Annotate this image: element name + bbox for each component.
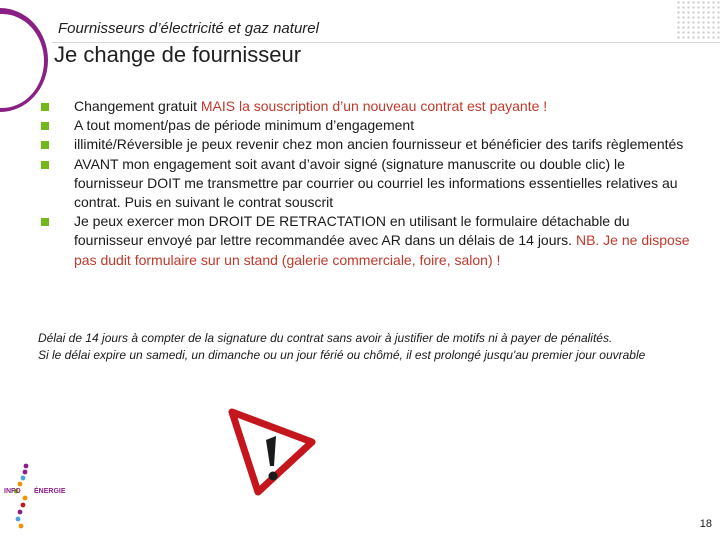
bullet-text: Changement gratuit	[74, 98, 201, 114]
legal-note-line: Délai de 14 jours à compter de la signature du contrat sans avoir à justifier de motifs ni à payer de pénalités.	[38, 331, 613, 345]
bullet-text: Je peux exercer mon DROIT DE RETRACTATION en utilisant le formulaire détachable du fournisseur envoyé par lettre recommandée avec AR dans un délais de 14 jours.	[74, 213, 630, 249]
bullet-text: A tout moment/pas de période minimum d’engagement	[74, 117, 415, 134]
square-bullet-icon	[41, 103, 49, 111]
bullet-highlight: MAIS la souscription d’un nouveau contrat est payante !	[200, 98, 548, 114]
legal-note	[38, 330, 694, 364]
bullet-text: illimité/Réversible je peux revenir chez mon ancien fournisseur et bénéficier des tarifs règlementés	[74, 136, 684, 153]
logo-text-left: INFO	[4, 488, 21, 495]
info-energie-logo	[2, 462, 70, 534]
logo-text-right: ÉNERGIE	[34, 488, 66, 495]
square-bullet-icon	[41, 122, 49, 130]
square-bullet-icon	[41, 141, 49, 149]
slide-title: Je change de fournisseur	[54, 42, 302, 67]
list-item	[66, 97, 690, 116]
slide-supertitle: Fournisseurs d’électricité et gaz naturel	[58, 20, 319, 37]
warning-triangle-icon	[228, 402, 320, 498]
page-number: 18	[699, 518, 712, 530]
dot-pattern-decoration	[676, 0, 720, 40]
bullet-text: AVANT mon engagement soit avant d’avoir signé (signature manuscrite ou double clic) le fournisseur DOIT me transmettre par courrier ou courriel les informations essentielles relatives au contrat. Puis en suivant le contrat souscrit	[74, 155, 678, 211]
square-bullet-icon	[41, 218, 49, 226]
bullet-highlight: NB. Je ne dispose pas dudit formulaire sur un stand (galerie commerciale, foire, salon) !	[74, 232, 690, 268]
list-item	[66, 155, 690, 213]
bullet-list	[66, 97, 690, 270]
list-item	[66, 116, 690, 135]
legal-note-line: Si le délai expire un samedi, un dimanche ou un jour férié ou chômé, il est prolongé jusqu'au premier jour ouvrable	[38, 348, 646, 362]
square-bullet-icon	[41, 161, 49, 169]
list-item	[66, 135, 690, 154]
list-item	[66, 212, 690, 270]
